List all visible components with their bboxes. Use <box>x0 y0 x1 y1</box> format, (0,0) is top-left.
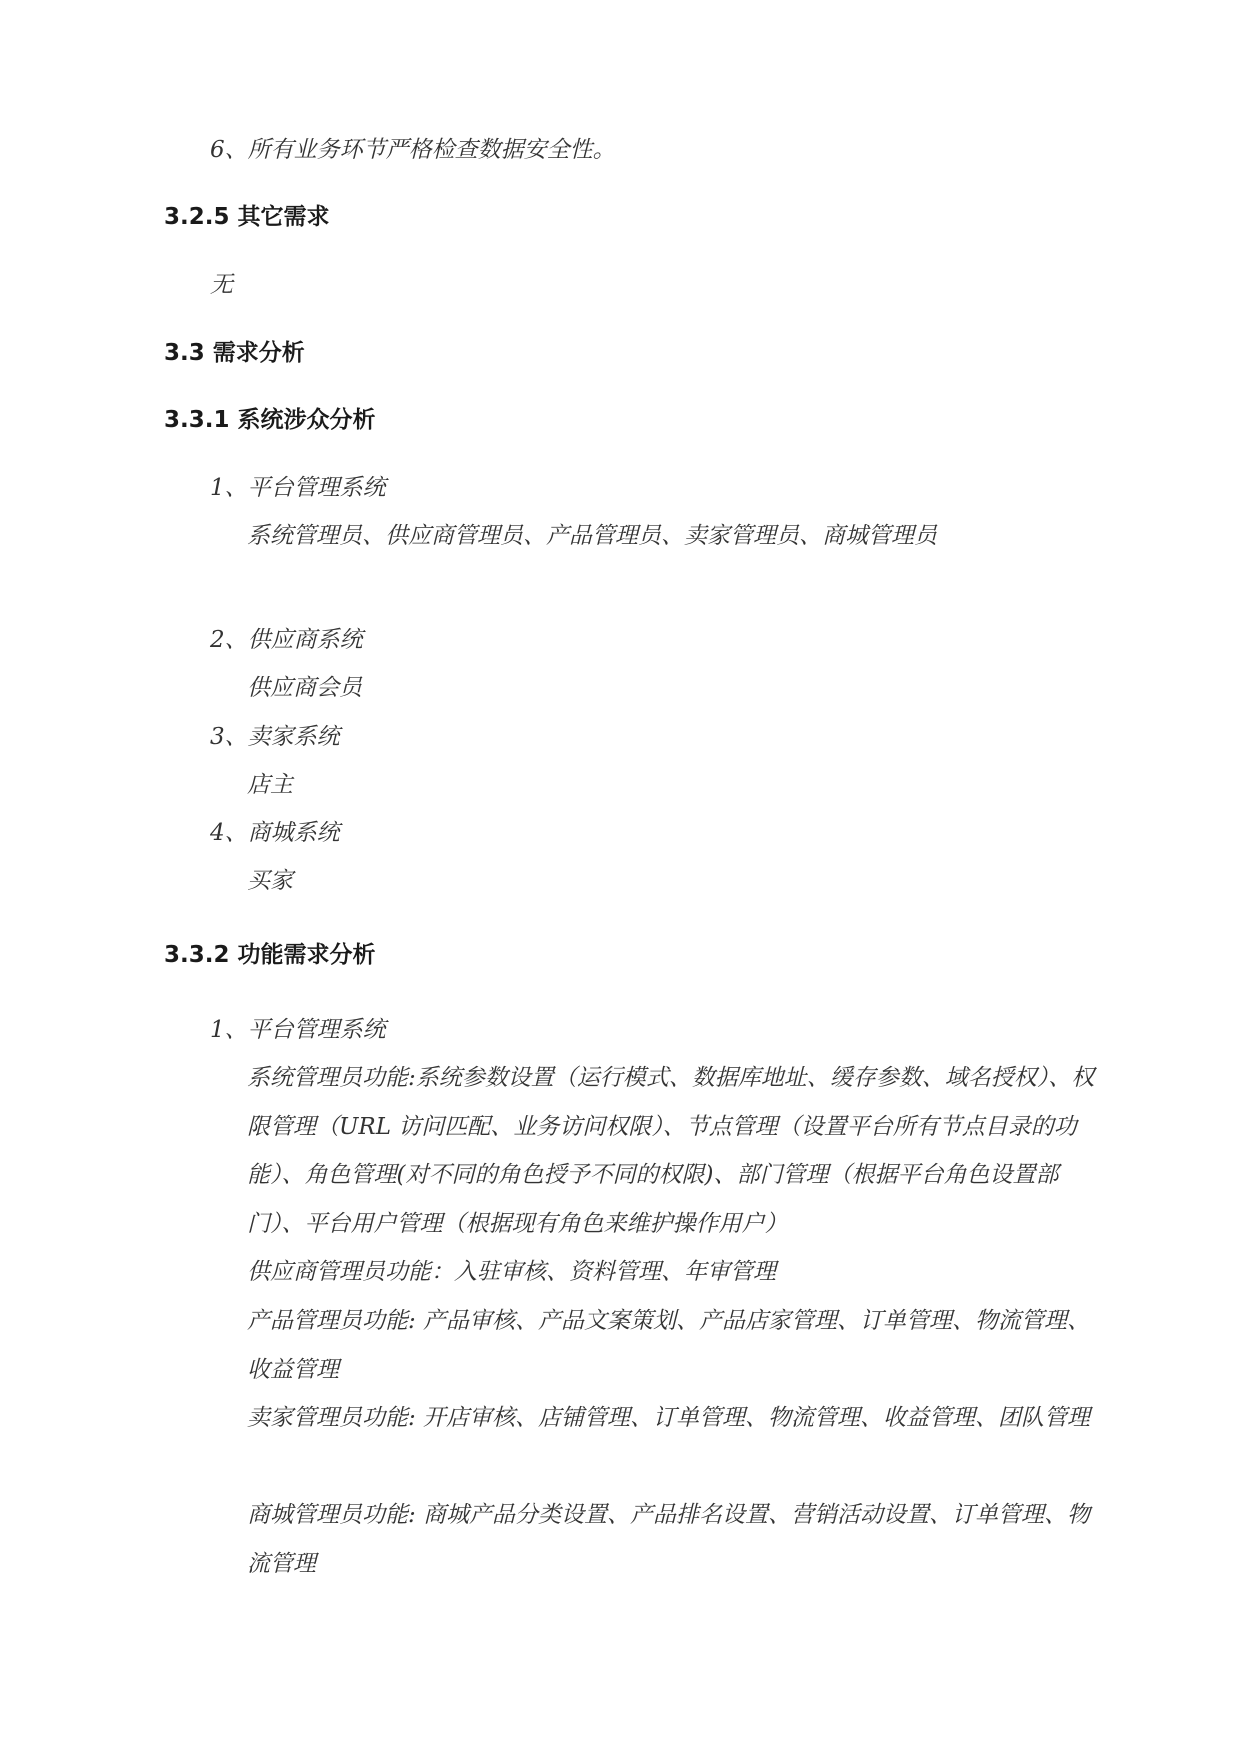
function-paragraph-product-admin: 产品管理员功能: 产品审核、产品文案策划、产品店家管理、订单管理、物流管理、收益管理 <box>247 1308 1091 1383</box>
section-heading-3-3: 3.3 需求分析 <box>164 340 305 366</box>
function-paragraph-supplier-admin: 供应商管理员功能：入驻审核、资料管理、年审管理 <box>247 1259 776 1285</box>
list-item-security: 6、所有业务环节严格检查数据安全性。 <box>210 137 616 163</box>
section-heading-3-3-1: 3.3.1 系统涉众分析 <box>164 407 376 433</box>
section-heading-3-3-2: 3.3.2 功能需求分析 <box>164 942 376 968</box>
list-item-desc: 店主 <box>247 772 293 798</box>
list-item-title: 1、平台管理系统 <box>210 1017 386 1043</box>
list-item-title: 2、供应商系统 <box>210 627 363 653</box>
list-item-title: 1、平台管理系统 <box>210 475 386 501</box>
function-paragraph-mall-admin: 商城管理员功能: 商城产品分类设置、产品排名设置、营销活动设置、订单管理、物流管理 <box>247 1502 1091 1577</box>
list-item-desc: 供应商会员 <box>247 675 362 701</box>
list-item-desc: 系统管理员、供应商管理员、产品管理员、卖家管理员、商城管理员 <box>247 523 937 549</box>
list-item-title: 3、卖家系统 <box>210 724 340 750</box>
list-item-desc: 买家 <box>247 868 293 894</box>
list-item-title: 4、商城系统 <box>210 820 340 846</box>
function-paragraph-seller-admin: 卖家管理员功能: 开店审核、店铺管理、订单管理、物流管理、收益管理、团队管理 <box>247 1405 1091 1431</box>
function-paragraph-system-admin: 系统管理员功能:系统参数设置（运行模式、数据库地址、缓存参数、域名授权）、权限管理（URL 访问匹配、业务访问权限）、节点管理（设置平台所有节点目录的功能）、角色管理(对不同的角色授予不同的权限)、部门管理（根据平台角色设置部门）、平台用户管理（根据现有角色来维护操作用户） <box>247 1065 1095 1237</box>
section-body-none: 无 <box>210 272 233 298</box>
section-heading-3-2-5: 3.2.5 其它需求 <box>164 204 330 230</box>
